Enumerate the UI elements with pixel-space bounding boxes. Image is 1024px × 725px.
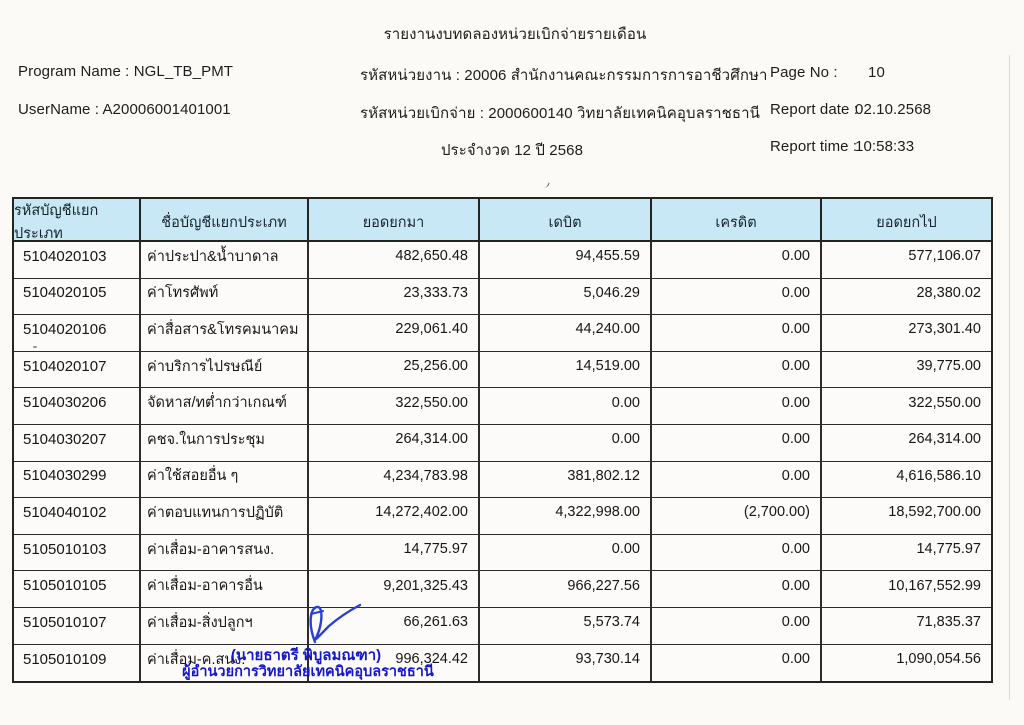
credit-cell: 0.00 xyxy=(652,645,822,682)
account-code-cell: 5104040102 xyxy=(14,498,141,534)
debit-cell: 5,573.74 xyxy=(480,608,652,644)
col-header-debit: เดบิต xyxy=(480,199,652,245)
account-name-cell: ค่าเสื่อม-อาคารสนง. xyxy=(141,535,309,571)
debit-cell: 0.00 xyxy=(480,425,652,461)
table-row xyxy=(14,242,991,279)
table-row xyxy=(14,535,991,572)
debit-cell: 4,322,998.00 xyxy=(480,498,652,534)
carry-forward-cell: 322,550.00 xyxy=(908,394,981,411)
carry-forward-cell: 39,775.00 xyxy=(916,358,981,375)
debit-cell: 0.00 xyxy=(480,388,652,424)
director-name-stamp: (นายธาตรี พิบูลมณฑา) xyxy=(230,647,382,664)
debit-cell: 93,730.14 xyxy=(480,645,652,682)
table-row xyxy=(14,315,991,352)
carry-forward-cell: 14,775.97 xyxy=(916,541,981,558)
report-time-value: 10:58:33 xyxy=(855,138,915,155)
balance-forward-cell: 229,061.40 xyxy=(309,315,480,351)
page-no-label: Page No : xyxy=(770,64,838,81)
debit-cell: 94,455.59 xyxy=(480,242,652,278)
col-header-credit: เครดิต xyxy=(652,199,822,245)
balance-forward-cell: 264,314.00 xyxy=(309,425,480,461)
table-row xyxy=(14,571,991,608)
balance-forward-cell: 9,201,325.43 xyxy=(309,571,480,607)
account-name-cell: จัดหาส/ทต่ำกว่าเกณฑ์ xyxy=(141,388,309,424)
table-row xyxy=(14,608,991,645)
credit-cell: 0.00 xyxy=(652,388,822,424)
account-name-cell: ค่าโทรศัพท์ xyxy=(141,279,309,315)
credit-cell: 0.00 xyxy=(652,462,822,498)
balance-forward-cell: 25,256.00 xyxy=(309,352,480,388)
carry-forward-cell: 10,167,552.99 xyxy=(888,577,981,594)
trial-balance-table xyxy=(12,197,993,683)
account-name-cell: คชจ.ในการประชุม xyxy=(141,425,309,461)
period-line: ประจำงวด 12 ปี 2568 xyxy=(440,142,584,159)
account-code-cell: 5105010105 xyxy=(14,571,141,607)
user-name-line: UserName : A20006001401001 xyxy=(18,101,231,118)
report-date-label: Report date : xyxy=(770,101,859,118)
credit-cell: 0.00 xyxy=(652,242,822,278)
account-code-cell: 5104030206 xyxy=(14,388,141,424)
carry-forward-cell: 577,106.07 xyxy=(908,248,981,265)
balance-forward-cell: 4,234,783.98 xyxy=(309,462,480,498)
balance-forward-cell: 482,650.48 xyxy=(309,242,480,278)
balance-forward-cell: 14,775.97 xyxy=(309,535,480,571)
scan-speck xyxy=(33,346,37,348)
table-row xyxy=(14,388,991,425)
scan-page-edge-line xyxy=(1009,55,1010,700)
account-code-cell: 5104030207 xyxy=(14,425,141,461)
table-row xyxy=(14,645,991,682)
page-no-value: 10 xyxy=(868,64,885,81)
col-header-carry-forward: ยอดยกไป xyxy=(876,214,937,231)
account-code-cell: 5105010109 xyxy=(14,645,141,682)
account-name-cell: ค่าใช้สอยอื่น ๆ xyxy=(141,462,309,498)
balance-forward-cell: 66,261.63 xyxy=(309,608,480,644)
table-body xyxy=(14,242,991,681)
account-name-cell: ค่าบริการไปรษณีย์ xyxy=(141,352,309,388)
table-row xyxy=(14,498,991,535)
carry-forward-cell: 28,380.02 xyxy=(916,284,981,301)
table-row xyxy=(14,462,991,499)
debit-cell: 381,802.12 xyxy=(480,462,652,498)
credit-cell: 0.00 xyxy=(652,425,822,461)
agency-code-line: รหัสหน่วยงาน : 20006 สำนักงานคณะกรรมการการอาชีวศึกษา xyxy=(360,67,768,84)
account-code-cell: 5104020106 xyxy=(14,315,141,351)
debit-cell: 5,046.29 xyxy=(480,279,652,315)
col-header-account-code: รหัสบัญชีแยกประเภท xyxy=(14,199,141,245)
credit-cell: 0.00 xyxy=(652,535,822,571)
credit-cell: (2,700.00) xyxy=(652,498,822,534)
credit-cell: 0.00 xyxy=(652,315,822,351)
director-signature-scribble xyxy=(299,600,363,646)
debit-cell: 44,240.00 xyxy=(480,315,652,351)
credit-cell: 0.00 xyxy=(652,608,822,644)
col-header-balance-forward: ยอดยกมา xyxy=(309,199,480,245)
account-code-cell: 5104030299 xyxy=(14,462,141,498)
carry-forward-cell: 264,314.00 xyxy=(908,431,981,448)
carry-forward-cell: 273,301.40 xyxy=(908,321,981,338)
account-code-cell: 5104020105 xyxy=(14,279,141,315)
account-name-cell: ค่าประปา&น้ำบาดาล xyxy=(141,242,309,278)
table-row xyxy=(14,425,991,462)
debit-cell: 0.00 xyxy=(480,535,652,571)
credit-cell: 0.00 xyxy=(652,571,822,607)
report-date-value: 02.10.2568 xyxy=(855,101,932,118)
report-time-label: Report time : xyxy=(770,138,858,155)
account-code-cell: 5104020103 xyxy=(14,242,141,278)
program-name-line: Program Name : NGL_TB_PMT xyxy=(18,63,234,80)
scan-speck xyxy=(543,181,549,188)
account-name-cell: ค่าสื่อสาร&โทรคมนาคม xyxy=(141,315,309,351)
account-name-cell: ค่าเสื่อม-ค.สนง. xyxy=(141,645,309,682)
account-code-cell: 5104020107 xyxy=(14,352,141,388)
carry-forward-cell: 18,592,700.00 xyxy=(888,504,981,521)
debit-cell: 966,227.56 xyxy=(480,571,652,607)
credit-cell: 0.00 xyxy=(652,352,822,388)
account-code-cell: 5105010103 xyxy=(14,535,141,571)
report-title: รายงานงบทดลองหน่วยเบิกจ่ายรายเดือน xyxy=(383,26,647,43)
director-title-stamp: ผู้อำนวยการวิทยาลัยเทคนิคอุบลราชธานี xyxy=(182,664,434,680)
col-header-account-name: ชื่อบัญชีแยกประเภท xyxy=(141,199,309,245)
table-row xyxy=(14,352,991,389)
account-code-cell: 5105010107 xyxy=(14,608,141,644)
balance-forward-cell: 996,324.42 xyxy=(309,645,480,682)
account-name-cell: ค่าเสื่อม-สิ่งปลูกฯ xyxy=(141,608,309,644)
balance-forward-cell: 23,333.73 xyxy=(309,279,480,315)
balance-forward-cell: 14,272,402.00 xyxy=(309,498,480,534)
disbursing-unit-line: รหัสหน่วยเบิกจ่าย : 2000600140 วิทยาลัยเทคนิคอุบลราชธานี xyxy=(360,105,761,122)
debit-cell: 14,519.00 xyxy=(480,352,652,388)
account-name-cell: ค่าเสื่อม-อาคารอื่น xyxy=(141,571,309,607)
table-row xyxy=(14,279,991,316)
balance-forward-cell: 322,550.00 xyxy=(309,388,480,424)
account-name-cell: ค่าตอบแทนการปฏิบัติ xyxy=(141,498,309,534)
credit-cell: 0.00 xyxy=(652,279,822,315)
carry-forward-cell: 1,090,054.56 xyxy=(896,651,981,668)
table-header-row xyxy=(14,199,991,242)
carry-forward-cell: 71,835.37 xyxy=(916,614,981,631)
carry-forward-cell: 4,616,586.10 xyxy=(896,467,981,484)
